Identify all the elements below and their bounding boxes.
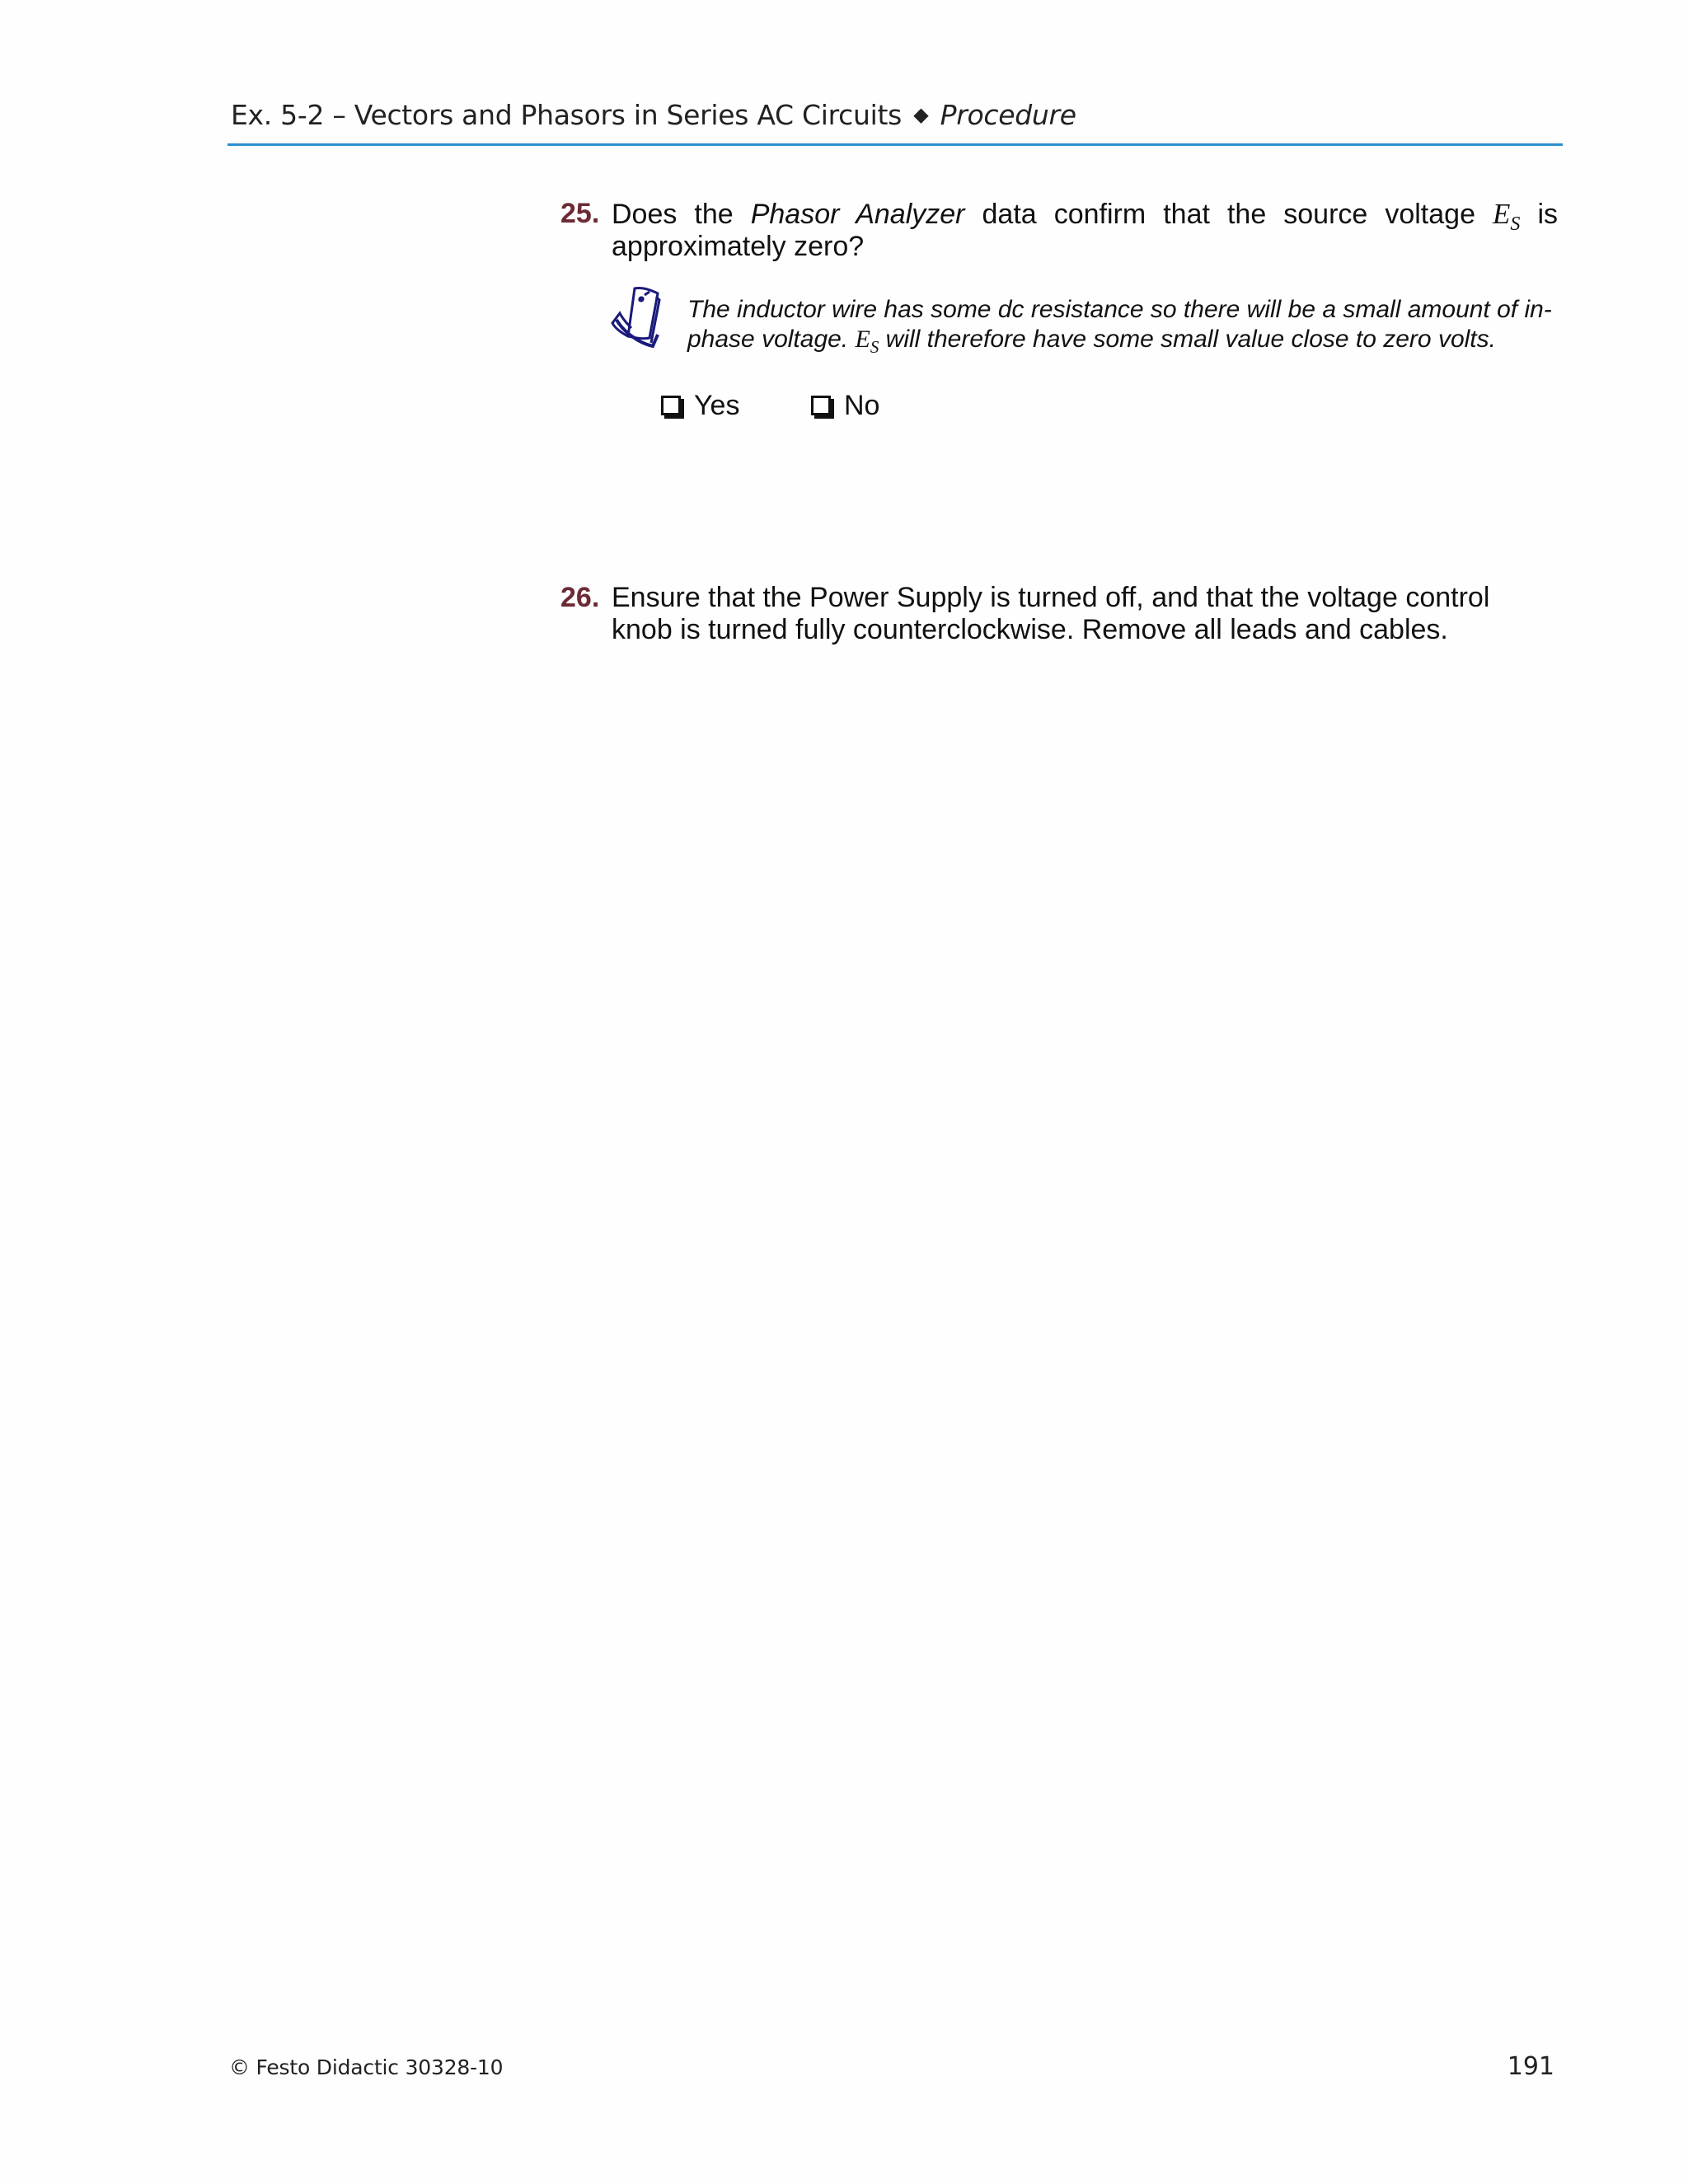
footer-copyright: © Festo Didactic 30328-10 xyxy=(229,2055,504,2079)
header-title-line xyxy=(231,99,1076,131)
step-text: Does the Phasor Analyzer data confirm that the source voltage $E_S$ is approximately zero? xyxy=(612,198,1558,262)
yes-label: Yes xyxy=(694,389,740,421)
note-text: The inductor wire has some dc resistance so there will be a small amount of in-phase voltage. $E_S$ will therefore have some small value close to zero volts. xyxy=(687,296,1552,357)
header-section: Procedure xyxy=(940,99,1076,131)
page-number: 191 xyxy=(1507,2052,1554,2081)
yes-no-options xyxy=(661,387,991,424)
no-checkbox[interactable] xyxy=(811,396,831,415)
phasor-analyzer-term: Phasor Analyzer xyxy=(750,199,965,230)
step-26 xyxy=(560,582,1558,648)
page-header xyxy=(227,94,1563,146)
no-option[interactable] xyxy=(811,387,879,424)
math-es: $E_S$ xyxy=(855,326,879,357)
note-callout xyxy=(610,285,1558,359)
diamond-separator-icon: ◆ xyxy=(913,103,929,126)
header-title: Ex. 5-2 – Vectors and Phasors in Series AC Circuits xyxy=(231,99,903,131)
yes-option[interactable] xyxy=(661,387,739,424)
step-text: Ensure that the Power Supply is turned off, and that the voltage control knob is turned fully counterclockwise. Remove all leads and cables. xyxy=(612,582,1490,645)
math-es: $E_S$ xyxy=(1493,198,1521,235)
note-pad-icon xyxy=(610,285,664,349)
yes-checkbox[interactable] xyxy=(661,396,681,415)
step-number: 26. xyxy=(560,582,600,613)
step-number: 25. xyxy=(560,198,600,229)
step-25 xyxy=(560,198,1558,264)
no-label: No xyxy=(844,389,880,421)
